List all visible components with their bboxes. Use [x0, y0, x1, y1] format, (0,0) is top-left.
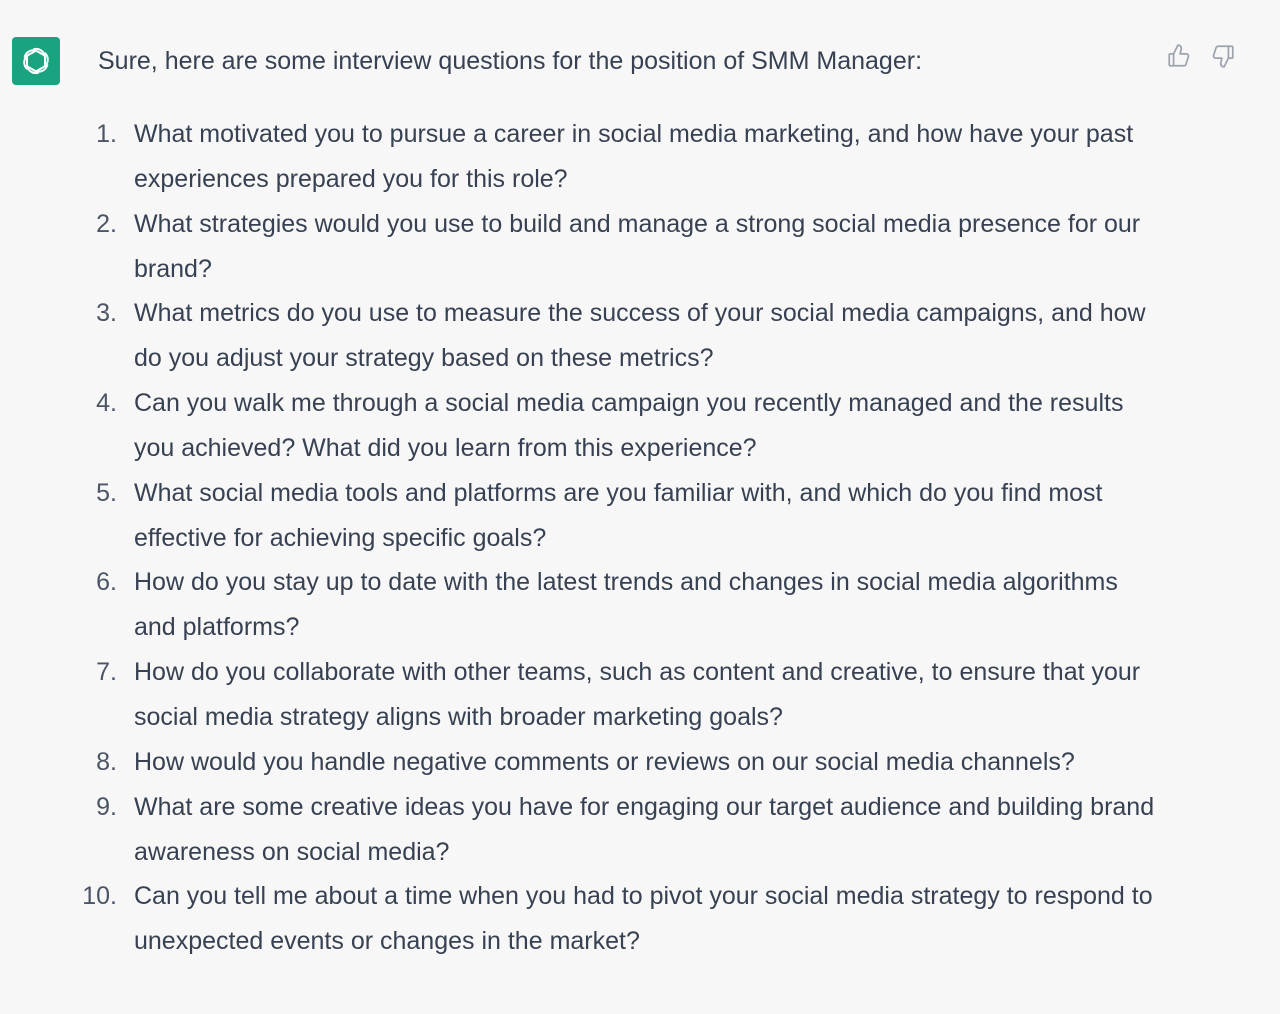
list-item-text: What social media tools and platforms are you familiar with, and which do you find most effective for achieving specific goals?	[134, 478, 1103, 552]
feedback-controls	[1166, 42, 1236, 70]
list-item	[98, 650, 1158, 740]
thumbs-up-button[interactable]	[1166, 42, 1192, 70]
list-item-text: Can you walk me through a social media campaign you recently managed and the results you achieved? What did you learn from this experience?	[134, 389, 1124, 462]
thumbs-down-button[interactable]	[1210, 42, 1236, 70]
list-item-number: 9.	[96, 792, 117, 821]
assistant-message	[82, 40, 1158, 964]
list-item	[98, 785, 1158, 875]
list-item-number: 6.	[96, 568, 117, 597]
thumbs-down-icon	[1210, 43, 1236, 69]
list-item-text: What are some creative ideas you have for engaging our target audience and building brand awareness on social media?	[134, 792, 1155, 866]
list-item	[82, 874, 1158, 964]
list-item-text: How would you handle negative comments or reviews on our social media channels?	[134, 747, 1075, 776]
list-item-number: 1.	[96, 120, 117, 148]
list-item-text: What motivated you to pursue a career in social media marketing, and how have your past experiences prepared you for this role?	[134, 120, 1134, 193]
list-item-text: What strategies would you use to build and manage a strong social media presence for our brand?	[134, 209, 1141, 283]
list-item-number: 7.	[96, 658, 117, 687]
list-item-number: 8.	[96, 747, 117, 776]
list-item	[98, 471, 1158, 561]
list-item-number: 3.	[96, 299, 117, 328]
thumbs-up-icon	[1166, 43, 1192, 69]
list-item-text: How do you stay up to date with the latest trends and changes in social media algorithms and platforms?	[134, 568, 1118, 642]
list-item	[98, 112, 1158, 202]
list-item	[98, 560, 1158, 650]
list-item	[98, 740, 1158, 785]
list-item-text: How do you collaborate with other teams, such as content and creative, to ensure that your social media strategy aligns with broader marketing goals?	[134, 658, 1141, 731]
openai-logo-icon	[18, 43, 54, 79]
question-list	[82, 112, 1158, 964]
list-item-text: Can you tell me about a time when you had to pivot your social media strategy to respond to unexpected events or changes in the market?	[134, 882, 1153, 956]
list-item-number: 4.	[96, 389, 117, 418]
list-item-text: What metrics do you use to measure the success of your social media campaigns, and how do you adjust your strategy based on these metrics?	[134, 299, 1146, 373]
message-intro: Sure, here are some interview questions for the position of SMM Manager:	[98, 47, 923, 75]
list-item	[98, 291, 1158, 381]
list-item	[98, 202, 1158, 292]
list-item-number: 10.	[82, 882, 117, 911]
list-item-number: 2.	[96, 209, 117, 238]
assistant-avatar	[12, 37, 60, 85]
list-item-number: 5.	[96, 478, 117, 507]
list-item	[98, 381, 1158, 471]
